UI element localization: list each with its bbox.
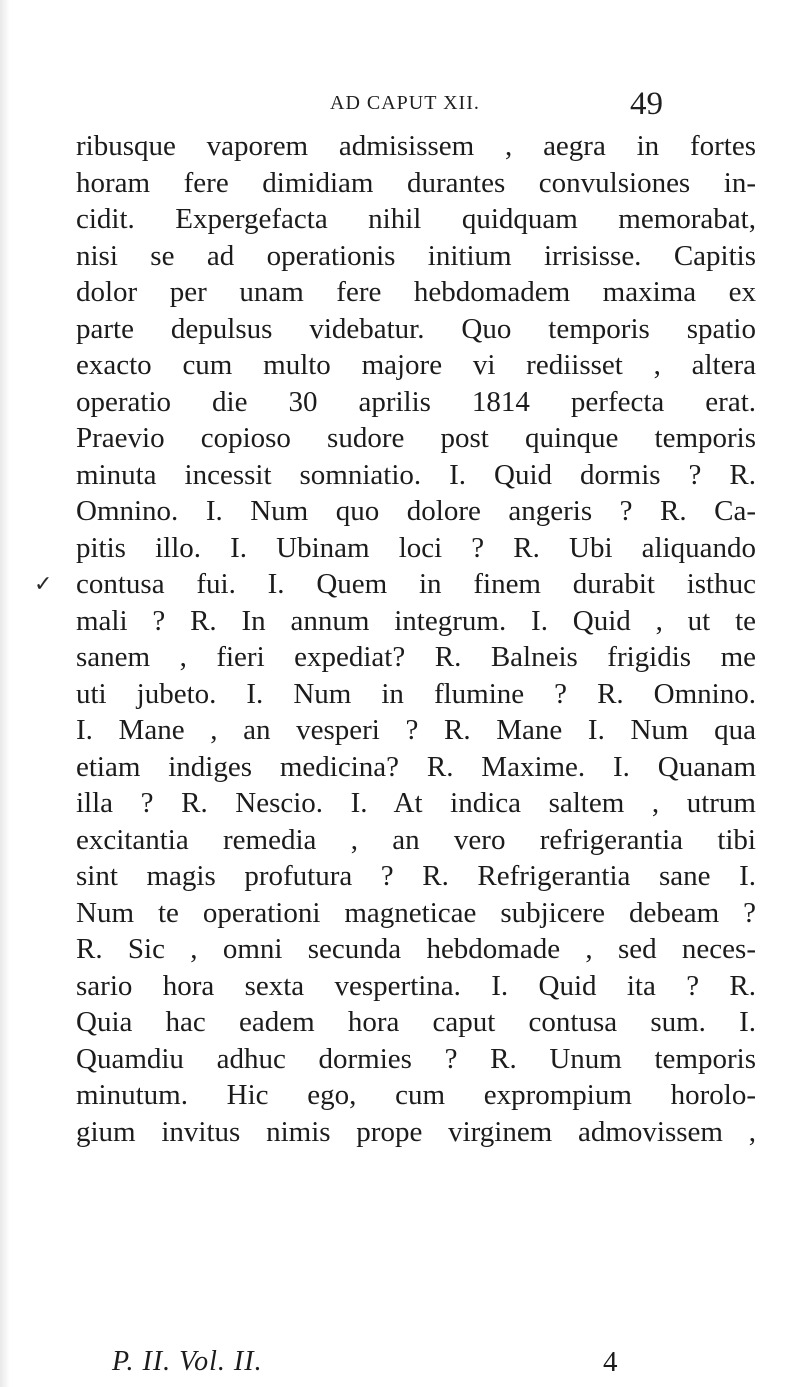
text-line: sario hora sexta vespertina. I. Quid ita ? R. xyxy=(76,969,756,1002)
footer-sheet-number: 4 xyxy=(603,1346,618,1378)
text-line: R. Sic , omni secunda hebdomade , sed neces- xyxy=(76,933,756,965)
text-line: Praevio copioso sudore post quinque temporis xyxy=(76,422,756,454)
footer-signature-mark: P. II. Vol. II. xyxy=(112,1346,263,1377)
running-head-title: AD CAPUT XII. xyxy=(330,92,480,114)
text-line: Omnino. I. Num quo dolore angeris ? R. Ca- xyxy=(76,495,756,527)
page-number: 49 xyxy=(630,86,663,122)
running-head xyxy=(0,86,800,126)
text-line: pitis illo. I. Ubinam loci ? R. Ubi aliquando xyxy=(76,531,756,564)
text-line: parte depulsus videbatur. Quo temporis spatio xyxy=(76,312,756,345)
text-line: minutum. Hic ego, cum exprompium horolo- xyxy=(76,1079,756,1111)
text-line: sanem , fieri expediat? R. Balneis frigidis me xyxy=(76,641,756,673)
text-line: gium invitus nimis prope virginem admovissem , xyxy=(76,1115,756,1148)
text-line: minuta incessit somniatio. I. Quid dormis ? R. xyxy=(76,458,756,491)
text-line: contusa fui. I. Quem in finem durabit isthuc xyxy=(76,568,756,600)
text-line: Quia hac eadem hora caput contusa sum. I. xyxy=(76,1006,756,1038)
text-line: dolor per unam fere hebdomadem maxima ex xyxy=(76,276,756,308)
text-line: mali ? R. In annum integrum. I. Quid , ut te xyxy=(76,604,756,637)
text-line: Quamdiu adhuc dormies ? R. Unum temporis xyxy=(76,1042,756,1075)
body-text xyxy=(76,128,756,1150)
margin-check-mark: ✓ xyxy=(34,571,53,596)
text-line: horam fere dimidiam durantes convulsiones in- xyxy=(76,166,756,199)
text-line: ribusque vaporem admisissem , aegra in fortes xyxy=(76,130,756,162)
text-line: exacto cum multo majore vi rediisset , altera xyxy=(76,349,756,381)
text-line: Num te operationi magneticae subjicere debeam ? xyxy=(76,896,756,929)
text-line: illa ? R. Nescio. I. At indica saltem , utrum xyxy=(76,787,756,819)
text-line: cidit. Expergefacta nihil quidquam memorabat, xyxy=(76,203,756,235)
page-gutter-shadow xyxy=(0,0,10,1387)
text-line: nisi se ad operationis initium irrisisse. Capitis xyxy=(76,239,756,272)
text-line: sint magis profutura ? R. Refrigerantia sane I. xyxy=(76,860,756,892)
text-line: excitantia remedia , an vero refrigerantia tibi xyxy=(76,823,756,856)
text-line: I. Mane , an vesperi ? R. Mane I. Num qua xyxy=(76,714,756,746)
text-line: operatio die 30 aprilis 1814 perfecta erat. xyxy=(76,385,756,418)
text-line: etiam indiges medicina? R. Maxime. I. Quanam xyxy=(76,750,756,783)
text-line: uti jubeto. I. Num in flumine ? R. Omnino. xyxy=(76,677,756,710)
